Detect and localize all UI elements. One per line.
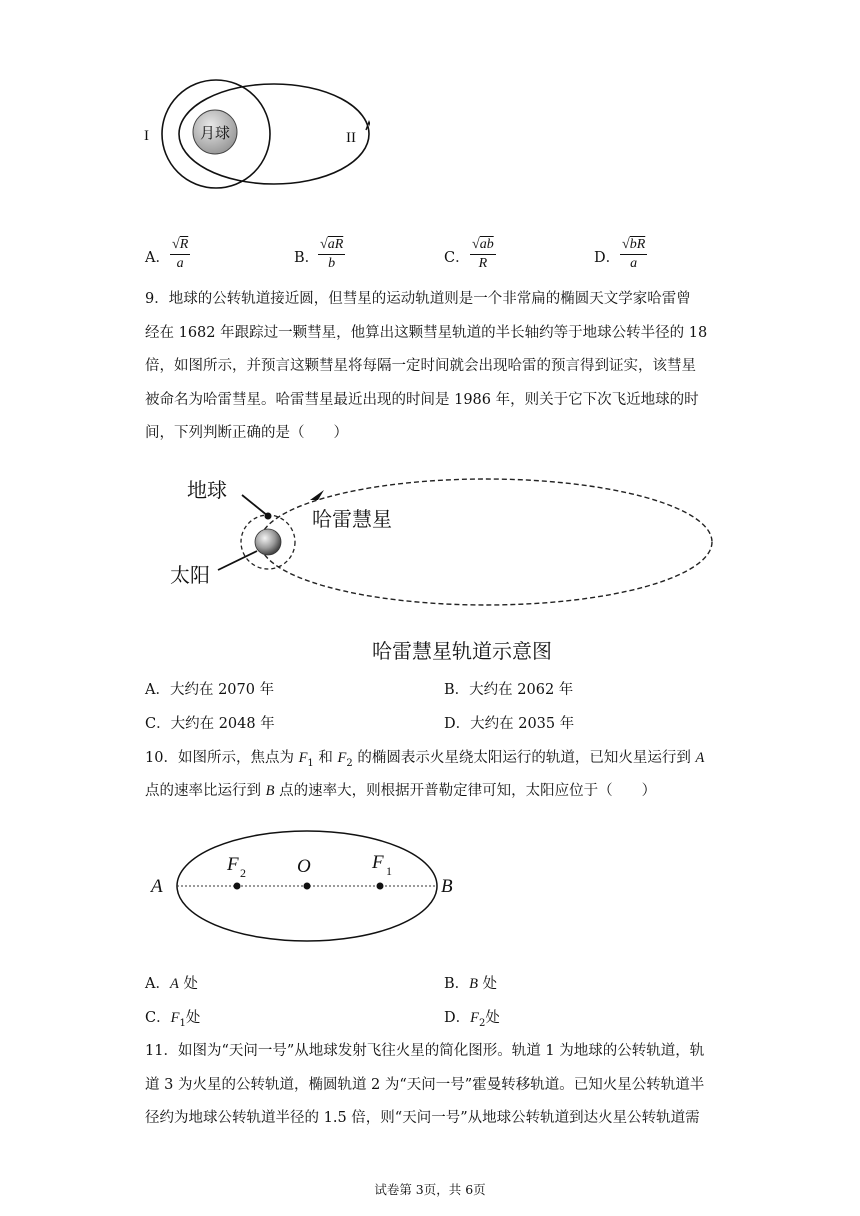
point-a-label: A — [151, 876, 163, 897]
q10-line-1: 10．如图所示，焦点为 $F_1$ 和 $F_2$ 的椭圆表示火星绕太阳运行的轨道，已知火星运行到 A — [145, 750, 705, 769]
q9-option-a: A．大约在 2070 年 — [145, 682, 275, 698]
page-footer: 试卷第 3页，共 6页 — [374, 1182, 486, 1197]
point-b-label: B — [441, 876, 453, 897]
q8-option-d-value: $\frac{√bR}{a}$ — [622, 237, 646, 271]
q8-option-c-letter: C． — [444, 250, 470, 266]
q9-question — [145, 283, 717, 451]
q10-option-c: C．$F_1$处 — [145, 1010, 201, 1029]
earth-label: 地球 — [187, 478, 227, 502]
mars-orbit-figure — [145, 830, 465, 945]
q11-line-1: 11．如图为“天问一号”从地球发射飞往火星的简化图形。轨道 1 为地球的公转轨道，轨 — [145, 1043, 705, 1059]
q9-line-3: 倍，如图所示，并预言这颗彗星将每隔一定时间就会出现哈雷的预言得到证实，该彗星 — [145, 358, 696, 374]
comet-label: 哈雷慧星 — [312, 507, 392, 531]
q9-line-2: 经在 1682 年跟踪过一颗彗星，他算出这颗彗星轨道的半长轴约等于地球公转半径的 18 — [145, 324, 708, 341]
q11-line-3: 径约为地球公转轨道半径的 1.5 倍，则“天问一号”从地球公转轨道到达火星公转轨道需 — [145, 1110, 700, 1126]
q11-question — [145, 1035, 717, 1136]
q8-option-a-letter: A． — [145, 250, 170, 266]
focus-f2-label: F — [227, 854, 239, 875]
q9-line-5: 间，下列判断正确的是（ ） — [145, 425, 348, 441]
point-o-label: O — [297, 856, 311, 877]
q9-option-d: D．大约在 2035 年 — [444, 716, 575, 732]
q10-line-2: 点的速率比运行到 B 点的速率大，则根据开普勒定律可知，太阳应位于（ ） — [145, 783, 657, 799]
q9-option-b: B．大约在 2062 年 — [444, 682, 574, 698]
q8-option-d-letter: D． — [594, 250, 621, 266]
q8-option-b-value: $\frac{√aR}{b}$ — [320, 237, 344, 271]
q9-option-c: C．大约在 2048 年 — [145, 716, 275, 732]
moon-label: 月球 — [199, 124, 231, 142]
focus-f1-label: F — [372, 852, 384, 873]
halley-caption: 哈雷慧星轨道示意图 — [372, 639, 552, 663]
orbit-one-label: I — [144, 128, 149, 144]
sun-label: 太阳 — [170, 563, 210, 587]
q10-option-a: A．A 处 — [145, 976, 198, 992]
q10-option-d: D．$F_2$处 — [444, 1010, 500, 1029]
orbit-two-label: II — [346, 130, 356, 146]
q11-line-2: 道 3 为火星的公转轨道，椭圆轨道 2 为“天问一号”霍曼转移轨道。已知火星公转轨道半 — [145, 1076, 705, 1093]
q8-option-c-value: $\frac{√ab}{R}$ — [472, 237, 494, 271]
halley-orbit-figure — [160, 462, 730, 672]
moon-orbit-figure — [140, 70, 370, 200]
focus-f1-sub: 1 — [386, 864, 392, 878]
focus-f2-sub: 2 — [240, 866, 246, 880]
q9-line-4: 被命名为哈雷彗星。哈雷彗星最近出现的时间是 1986 年，则关于它下次飞近地球的时 — [145, 391, 699, 408]
q10-option-b: B．B 处 — [444, 976, 498, 992]
q9-line-1: 9．地球的公转轨道接近圆，但彗星的运动轨道则是一个非常扁的椭圆天文学家哈雷曾 — [145, 291, 691, 307]
q8-option-a-value: $\frac{√R}{a}$ — [172, 237, 189, 271]
q8-option-b-letter: B． — [294, 250, 320, 266]
